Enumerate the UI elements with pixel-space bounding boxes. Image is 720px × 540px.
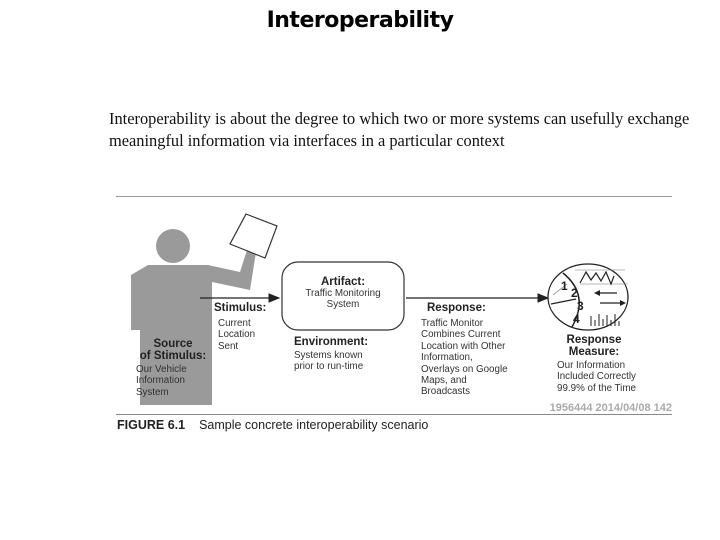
artifact-label: Artifact: Traffic Monitoring System [305,276,381,311]
response-heading: Response: [427,302,486,314]
svg-text:3: 3 [577,299,584,313]
source-of-stimulus-text: Our Vehicle Information System [136,364,187,398]
response-measure-icon [548,264,628,330]
source-of-stimulus-heading: Source of Stimulus: [139,338,207,362]
response-arrow [406,294,548,302]
document-icon [230,214,277,258]
svg-text:4: 4 [573,312,580,326]
slide-description: Interoperability is about the degree to which two or more systems can usefully exchange meaningful information via interfaces in a particular context [109,109,690,150]
figure-caption-text: Sample concrete interoperability scenario [199,418,429,432]
svg-text:2: 2 [571,286,578,300]
environment-heading: Environment: [294,336,369,348]
figure-stamp: 1956444 2014/04/08 142 [549,402,672,414]
stimulus-text: Current Location Sent [218,318,256,352]
stimulus-heading: Stimulus: [214,302,267,314]
figure-caption [117,418,428,432]
response-text: Traffic Monitor Combines Current Location with Other Information, Overlays on Google Maps, and Broadcasts [421,318,508,398]
figure-number: FIGURE 6.1 [117,418,186,432]
environment-text: Systems known prior to run-time [294,350,364,373]
response-measure-text: Our Information Included Correctly 99.9% of the Time [557,360,636,394]
slide-title: Interoperability [266,8,454,33]
figure-bottom-rule [116,414,672,415]
response-measure-heading: Response Measure: [566,334,622,358]
svg-text:1: 1 [561,279,568,293]
